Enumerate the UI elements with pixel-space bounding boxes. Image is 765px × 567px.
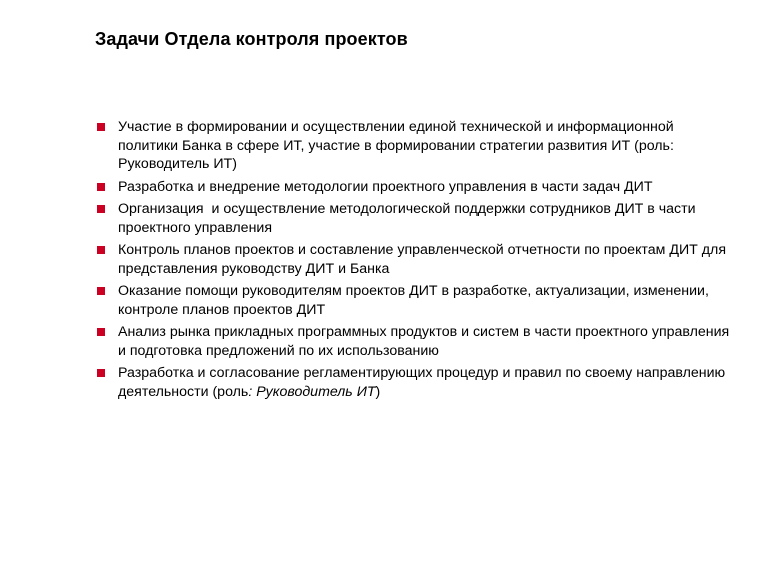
page-title: Задачи Отдела контроля проектов [95,29,408,49]
list-item-text: Анализ рынка прикладных программных продуктов и систем в части проектного управления и подготовка предложений по их использованию [118,324,730,359]
square-bullet-icon [97,205,105,213]
list-item-text: Участие в формировании и осуществлении единой технической и информационной политики Банка в сфере ИТ, участие в формировании стратегии развития ИТ (роль: Руководитель ИТ) [118,119,674,172]
role-label: : Руководитель ИТ [248,383,376,400]
list-item-text: Организация и осуществление методологической поддержки сотрудников ДИТ в части проектного управления [118,201,700,236]
list-item-text: Оказание помощи руководителям проектов ДИТ в разработке, актуализации, изменении, контроле планов проектов ДИТ [118,283,709,318]
list-item [96,118,736,174]
square-bullet-icon [97,369,105,377]
list-item [96,323,736,360]
list-item [96,241,736,278]
square-bullet-icon [97,183,105,191]
list-item-text: Разработка и внедрение методологии проектного управления в части задач ДИТ [118,178,653,195]
square-bullet-icon [97,246,105,254]
list-item [96,200,736,237]
list-item-text: Разработка и согласование регламентирующих процедур и правил по своему направлению деятельности (роль [118,365,726,400]
square-bullet-icon [97,287,105,295]
list-item-text: Контроль планов проектов и составление управленческой отчетности по проектам ДИТ для представления руководству ДИТ и Банка [118,242,727,277]
list-item [96,178,736,197]
task-list [96,118,736,405]
square-bullet-icon [97,123,105,131]
square-bullet-icon [97,328,105,336]
list-item-text-end: ) [375,383,381,400]
list-item [96,364,736,401]
list-item [96,282,736,319]
